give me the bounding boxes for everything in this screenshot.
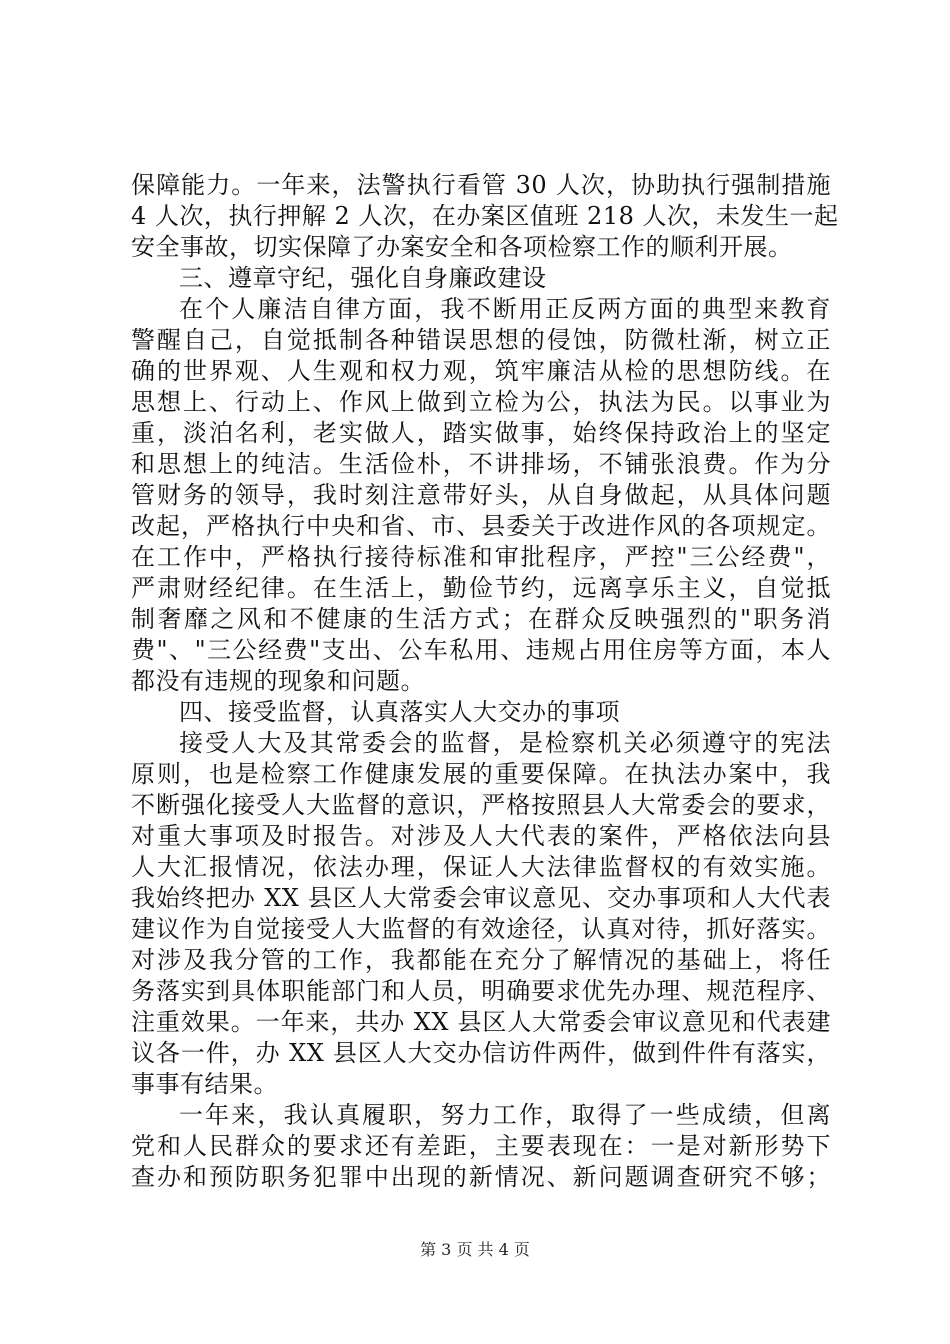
- body-text-line: 不断强化接受人大监督的意识，严格按照县人大常委会的要求，: [131, 791, 831, 819]
- body-text-line: 对涉及我分管的工作，我都能在充分了解情况的基础上，将任: [131, 946, 831, 974]
- body-text-line: 对重大事项及时报告。对涉及人大代表的案件，严格依法向县: [131, 822, 831, 850]
- body-text-line: 确的世界观、人生观和权力观，筑牢廉洁从检的思想防线。在: [131, 357, 831, 385]
- body-text-line: 和思想上的纯洁。生活俭朴，不讲排场，不铺张浪费。作为分: [131, 450, 831, 478]
- body-text-line: 制奢靡之风和不健康的生活方式；在群众反映强烈的"职务消: [131, 605, 831, 633]
- body-text-line: 议各一件，办 XX 县区人大交办信访件两件，做到件件有落实，: [131, 1039, 831, 1067]
- body-text-line: 党和人民群众的要求还有差距，主要表现在：一是对新形势下: [131, 1132, 831, 1160]
- body-text-line: 接受人大及其常委会的监督，是检察机关必须遵守的宪法: [179, 729, 831, 757]
- section-heading: 三、遵章守纪，强化自身廉政建设: [179, 264, 547, 292]
- body-text-line: 建议作为自觉接受人大监督的有效途径，认真对待，抓好落实。: [131, 915, 831, 943]
- body-text-line: 管财务的领导，我时刻注意带好头，从自身做起，从具体问题: [131, 481, 831, 509]
- body-text-line: 重，淡泊名利，老实做人，踏实做事，始终保持政治上的坚定: [131, 419, 831, 447]
- body-text-line: 我始终把办 XX 县区人大常委会审议意见、交办事项和人大代表: [131, 884, 831, 912]
- page-footer: 第 3 页 共 4 页: [420, 1240, 530, 1259]
- document-body: [131, 170, 839, 1193]
- body-text-line: 都没有违规的现象和问题。: [131, 667, 425, 695]
- body-text-line: 费"、"三公经费"支出、公车私用、违规占用住房等方面，本人: [131, 636, 831, 664]
- body-text-line: 人大汇报情况，依法办理，保证人大法律监督权的有效实施。: [131, 853, 831, 881]
- body-text-line: 安全事故，切实保障了办案安全和各项检察工作的顺利开展。: [131, 233, 793, 261]
- body-text-line: 改起，严格执行中央和省、市、县委关于改进作风的各项规定。: [131, 512, 831, 540]
- body-text-line: 在工作中，严格执行接待标准和审批程序，严控"三公经费"，: [131, 543, 831, 571]
- body-text-line: 思想上、行动上、作风上做到立检为公，执法为民。以事业为: [131, 388, 831, 416]
- section-heading: 四、接受监督，认真落实人大交办的事项: [179, 698, 620, 726]
- body-text-line: 保障能力。一年来，法警执行看管 30 人次，协助执行强制措施: [131, 171, 831, 199]
- body-text-line: 警醒自己，自觉抵制各种错误思想的侵蚀，防微杜渐，树立正: [131, 326, 831, 354]
- body-text-line: 查办和预防职务犯罪中出现的新情况、新问题调查研究不够；: [131, 1163, 831, 1191]
- body-text-line: 在个人廉洁自律方面，我不断用正反两方面的典型来教育: [179, 295, 831, 323]
- body-text-line: 原则，也是检察工作健康发展的重要保障。在执法办案中，我: [131, 760, 831, 788]
- body-text-line: 一年来，我认真履职，努力工作，取得了一些成绩，但离: [179, 1101, 831, 1129]
- body-text-line: 4 人次，执行押解 2 人次，在办案区值班 218 人次，未发生一起: [131, 202, 839, 230]
- body-text-line: 务落实到具体职能部门和人员，明确要求优先办理、规范程序、: [131, 977, 831, 1005]
- body-text-line: 事事有结果。: [131, 1070, 278, 1098]
- body-text-line: 严肃财经纪律。在生活上，勤俭节约，远离享乐主义，自觉抵: [131, 574, 831, 602]
- body-text-line: 注重效果。一年来，共办 XX 县区人大常委会审议意见和代表建: [131, 1008, 831, 1036]
